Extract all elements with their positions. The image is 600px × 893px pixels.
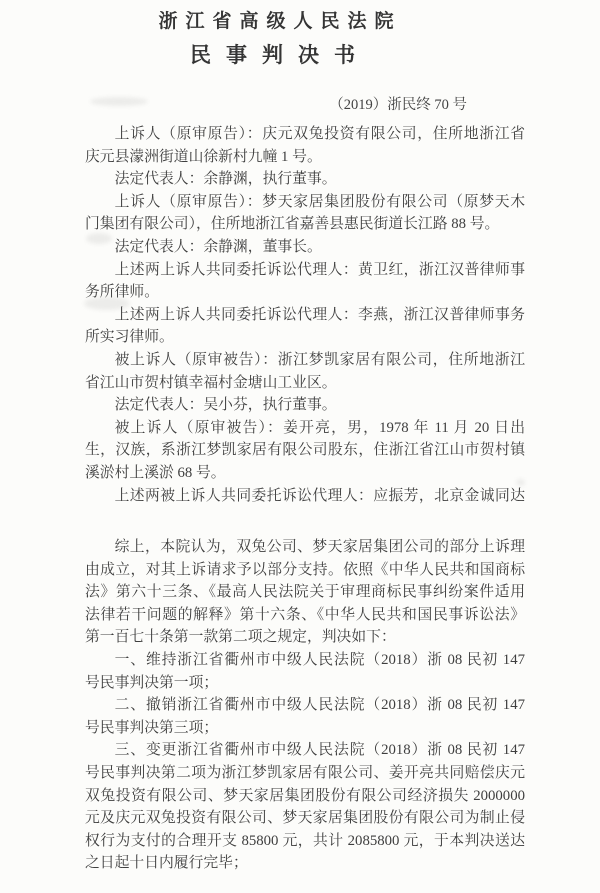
body-line: 号民事判决第一项； [85, 674, 219, 691]
body-line: 一、维持浙江省衢州市中级人民法院（2018）浙 08 民初 147 [114, 652, 525, 669]
court-name-heading: 浙江省高级人民法院 [158, 11, 402, 32]
body-line: 上诉人（原审原告）：梦天家居集团股份有限公司（原梦天木 [114, 193, 525, 210]
body-line: 元及庆元双兔投资有限公司、梦天家居集团股份有限公司为制止侵 [85, 810, 525, 827]
body-line: 上述两被上诉人共同委托诉讼代理人：应振芳，北京金诚同达 [114, 487, 525, 504]
body-line: 之日起十日内履行完毕； [85, 855, 248, 872]
judgment-body-text [85, 123, 525, 875]
body-line: 法定代表人：吴小芬，执行董事。 [114, 397, 337, 414]
body-line: 号民事判决第二项为浙江梦凯家居有限公司、姜开亮共同赔偿庆元 [85, 765, 525, 782]
scan-smudge [516, 479, 525, 486]
body-line: 上述两上诉人共同委托诉讼代理人：黄卫红，浙江汉普律师事 [114, 261, 525, 278]
scan-smudge [84, 297, 130, 310]
body-line: 所实习律师。 [85, 329, 174, 346]
body-line: 被上诉人（原审被告）：姜开亮，男，1978 年 11 月 20 日出 [114, 419, 525, 436]
body-line: 法律若干问题的解释》第十六条、《中华人民共和国民事诉讼法》 [85, 606, 525, 623]
body-line: 双兔投资有限公司、梦天家居集团股份有限公司经济损失 2000000 [85, 787, 525, 804]
body-line: 法定代表人：余静渊，执行董事。 [114, 171, 337, 188]
body-line: 被上诉人（原审被告）：浙江梦凯家居有限公司，住所地浙江 [114, 351, 525, 368]
body-line: 号民事判决第三项； [85, 719, 219, 736]
body-line: 二、撤销浙江省衢州市中级人民法院（2018）浙 08 民初 147 [114, 697, 525, 714]
body-line: 溪淤村上溪淤 68 号。 [85, 464, 226, 481]
body-line: 门集团有限公司），住所地浙江省嘉善县惠民街道长江路 88 号。 [85, 216, 500, 233]
body-line: 由成立，对其上诉请求予以部分支持。依照《中华人民共和国商标 [85, 561, 525, 578]
scan-smudge [86, 233, 112, 244]
body-line: 综上，本院认为，双兔公司、梦天家居集团公司的部分上诉理 [114, 539, 525, 556]
document-title: 民事判决书 [190, 43, 370, 67]
body-line: 法》第六十三条、《最高人民法院关于审理商标民事纠纷案件适用 [85, 584, 525, 601]
scan-smudge [90, 97, 148, 106]
body-line: 生，汉族，系浙江梦凯家居有限公司股东，住浙江省江山市贺村镇 [85, 442, 525, 459]
case-number: （2019）浙民终 70 号 [329, 97, 467, 113]
body-line: 法定代表人：余静渊，董事长。 [114, 238, 322, 255]
body-line: 庆元县濛洲街道山徐新村九幢 1 号。 [85, 148, 322, 165]
body-line: 省江山市贺村镇幸福村金塘山工业区。 [85, 374, 337, 391]
body-line: 上诉人（原审原告）：庆元双兔投资有限公司，住所地浙江省 [114, 126, 525, 142]
body-line: 上述两上诉人共同委托诉讼代理人：李燕，浙江汉普律师事务 [114, 306, 525, 323]
body-line: 三、变更浙江省衢州市中级人民法院（2018）浙 08 民初 147 [114, 742, 525, 759]
body-line: 第一百七十条第一款第二项之规定，判决如下： [85, 629, 396, 646]
body-line: 权行为支付的合理开支 85800 元，共计 2085800 元，于本判决送达 [85, 832, 525, 849]
body-line: 务所律师。 [85, 284, 159, 301]
